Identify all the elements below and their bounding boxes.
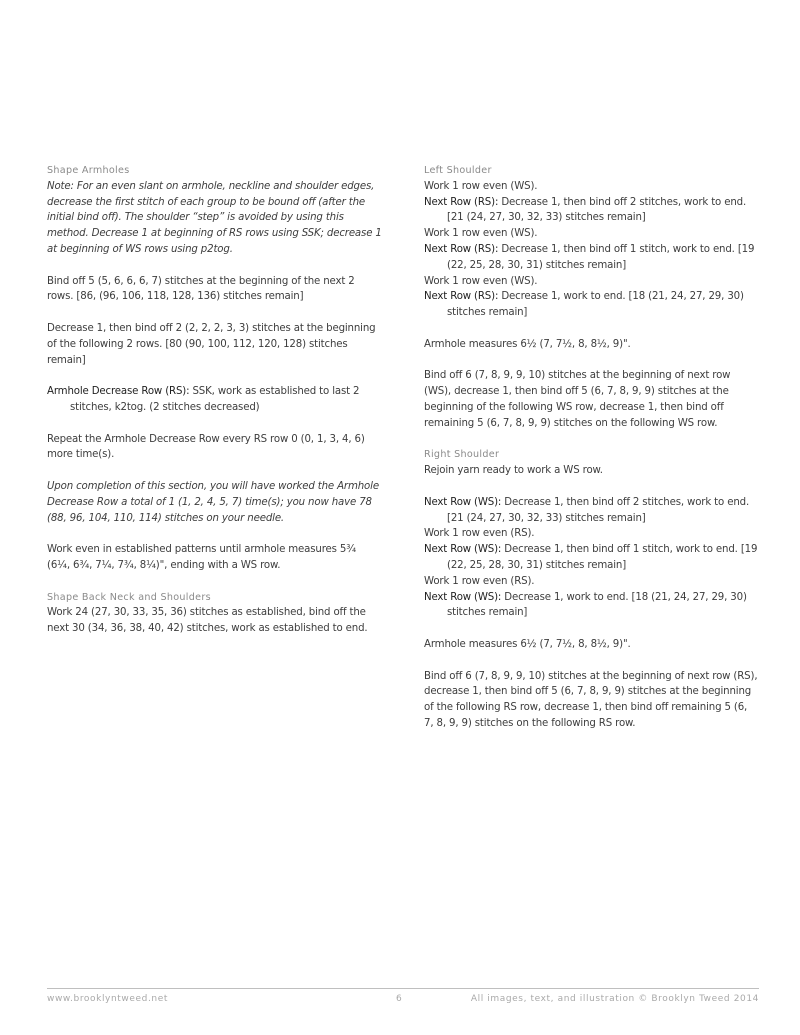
right-shoulder-next-row-3 (424, 590, 759, 622)
armhole-decrease-row (47, 384, 382, 416)
armhole-work-even-paragraph: Work even in established patterns until armhole measures 5¾ (6¼, 6¾, 7¼, 7¾, 8¼)", ending with a WS row. (47, 544, 356, 571)
section-heading-back-neck: Shape Back Neck and Shoulders (47, 591, 211, 603)
left-column (47, 163, 382, 637)
right-shoulder-line-3: Work 1 row even (RS). (424, 575, 535, 587)
left-shoulder-line-1: Work 1 row even (WS). (424, 180, 538, 192)
section-heading-left-shoulder: Left Shoulder (424, 165, 492, 176)
right-column (424, 163, 759, 732)
next-row-label: Next Row (RS): (424, 196, 499, 208)
left-shoulder-next-row-1 (424, 195, 759, 227)
footer-website-link[interactable]: www.brooklyntweed.net (47, 994, 168, 1004)
armhole-decrease-paragraph: Decrease 1, then bind off 2 (2, 2, 2, 3, 3) stitches at the beginning of the following 2 rows. [80 (90, 100, 112, 120, 128) stitches remain] (47, 322, 376, 366)
right-shoulder-next-row-1 (424, 495, 759, 527)
armhole-decrease-row-label: Armhole Decrease Row (RS): (47, 386, 190, 398)
next-row-text: Decrease 1, then bind off 2 stitches, work to end. [21 (24, 27, 30, 32, 33) stitches remain] (447, 196, 747, 224)
left-shoulder-next-row-2 (424, 242, 759, 274)
next-row-text: Decrease 1, then bind off 1 stitch, work to end. [19 (22, 25, 28, 30, 31) stitches remain] (447, 544, 758, 571)
left-shoulder-bind-off: Bind off 6 (7, 8, 9, 9, 10) stitches at the beginning of next row (WS), decrease 1, then bind off 5 (6, 7, 8, 9, 9) stitches at the beginning of the following WS row, decrease 1, then bind off remaining 5 (6, 7, 8, 9, 9) stitches on the following WS row. (424, 370, 731, 429)
armhole-bind-off-paragraph: Bind off 5 (5, 6, 6, 6, 7) stitches at the beginning of the next 2 rows. [86, (96, 106, 118, 128, 136) stitches remain] (47, 275, 355, 303)
section-heading-right-shoulder: Right Shoulder (424, 449, 500, 461)
footer-copyright: All images, text, and illustration © Brooklyn Tweed 2014 (470, 994, 759, 1004)
next-row-label: Next Row (WS): (424, 544, 502, 556)
right-shoulder-measure: Armhole measures 6½ (7, 7½, 8, 8½, 9)". (424, 638, 631, 650)
left-shoulder-measure: Armhole measures 6½ (7, 7½, 8, 8½, 9)". (424, 338, 631, 350)
footer-divider (47, 988, 759, 989)
right-shoulder-rejoin: Rejoin yarn ready to work a WS row. (424, 465, 603, 477)
next-row-text: Decrease 1, work to end. [18 (21, 24, 27, 29, 30) stitches remain] (447, 591, 747, 619)
next-row-label: Next Row (RS): (424, 243, 499, 255)
back-neck-paragraph: Work 24 (27, 30, 33, 35, 36) stitches as established, bind off the next 30 (34, 36, 38, 40, 42) stitches, work as established to end. (47, 607, 368, 635)
next-row-label: Next Row (WS): (424, 591, 502, 603)
right-shoulder-bind-off: Bind off 6 (7, 8, 9, 9, 10) stitches at the beginning of next row (RS), decrease 1, then bind off 5 (6, 7, 8, 9, 9) stitches at the beginning of the following RS row, decrease 1, then bind off remaining 5 (6, 7, 8, 9, 9) stitches on the following RS row. (424, 670, 758, 729)
page-number: 6 (396, 994, 403, 1004)
right-shoulder-line-2: Work 1 row even (RS). (424, 528, 535, 540)
right-shoulder-next-row-2 (424, 542, 759, 574)
left-shoulder-line-3: Work 1 row even (WS). (424, 275, 538, 287)
next-row-label: Next Row (RS): (424, 291, 499, 303)
next-row-text: Decrease 1, then bind off 2 stitches, work to end. [21 (24, 27, 30, 32, 33) stitches remain] (447, 496, 750, 524)
section-heading-shape-armholes: Shape Armholes (47, 165, 130, 176)
next-row-label: Next Row (WS): (424, 496, 502, 508)
armhole-note: Note: For an even slant on armhole, neckline and shoulder edges, decrease the first stitch of each group to be bound off (after the initial bind off). The shoulder “step” is avoided by using this method. Decrease 1 at beginning of RS rows using SSK; decrease 1 at beginning of WS rows using p2tog. (47, 180, 382, 255)
left-shoulder-next-row-3 (424, 289, 759, 321)
next-row-text: Decrease 1, then bind off 1 stitch, work to end. [19 (22, 25, 28, 30, 31) stitches remain] (447, 243, 755, 271)
armhole-repeat-paragraph: Repeat the Armhole Decrease Row every RS row 0 (0, 1, 3, 4, 6) more time(s). (47, 433, 365, 461)
left-shoulder-line-2: Work 1 row even (WS). (424, 228, 538, 240)
armhole-completion-note: Upon completion of this section, you will have worked the Armhole Decrease Row a total of 1 (1, 2, 4, 5, 7) time(s); you now have 78 (88, 96, 104, 110, 114) stitches on your needle. (47, 480, 379, 524)
next-row-text: Decrease 1, work to end. [18 (21, 24, 27, 29, 30) stitches remain] (447, 291, 744, 319)
armhole-decrease-row-text: SSK, work as established to last 2 stitches, k2tog. (2 stitches decreased) (70, 386, 360, 413)
